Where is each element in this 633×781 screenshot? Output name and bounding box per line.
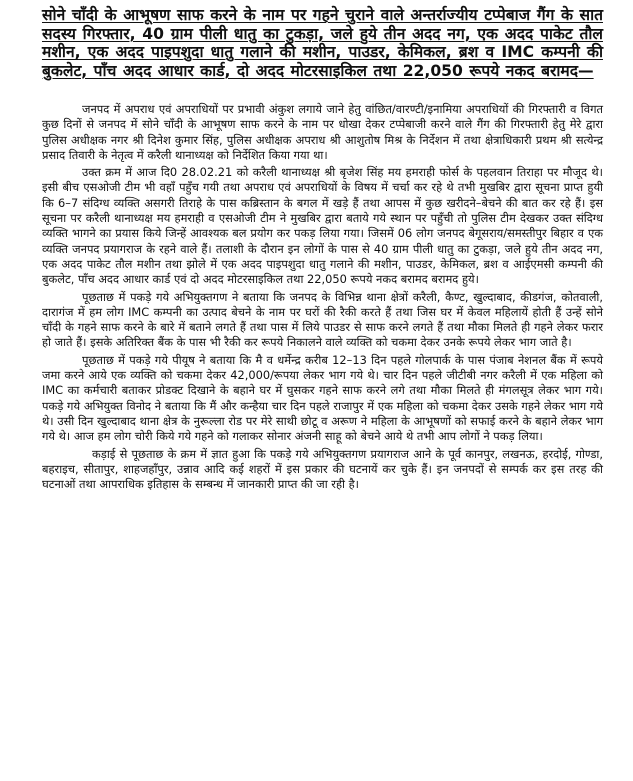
paragraph-history: कड़ाई से पूछताछ के क्रम में ज्ञात हुआ कि पकड़े गये अभियुक्तगण प्रयागराज आने के पूर्व कानपुर, लखनऊ, हरदोई, गोण्डा, बहराइच, सीतापुर, शाहजहाँपुर, उन्नाव आदि कई शहरों में इस प्रकार की घटनायें कर चुके हैं। इन जनपदों से सम्पर्क कर इस तरह की घटनाओं तथा आपराधिक इतिहास के सम्बन्ध में जानकारी प्राप्त की जा रही है। (42, 446, 603, 492)
body-text (42, 102, 603, 492)
paragraph-confession: पूछताछ में पकड़े गये पीयूष ने बताया कि मै व धर्मेन्द्र करीब 12–13 दिन पहले गोलपार्क के पास पंजाब नेशनल बैंक में रूपये जमा करने आये एक व्यक्ति को चकमा देकर 42,000/रूपया लेकर भाग गये थे। चार दिन पहले जीटीबी नगर करैली में एक महिला को IMC का कर्मचारी बताकर प्रोडक्ट दिखाने के बहाने घर में घुसकर गहने साफ करने लगे तथा मौका मिलते ही मंगलसूत्र लेकर भाग गये। पकड़े गये अभियुक्त विनोद ने बताया कि मैं और कन्हैया चार दिन पहले राजापुर में एक महिला को चकमा देकर उसके गहने लेकर भाग गये थे। उसी दिन खुल्दाबाद थाना क्षेत्र के नुरूल्ला रोड पर मेरे साथी छोटू व अरूण ने महिला के आभूषणों को सफाई करने के बहाने लेकर भाग गये थे। आज हम लोग चोरी किये गये गहने को गलाकर सोनार अंजनी साहू को बेचने आये थे तभी आप लोगों ने पकड़ लिया। (42, 352, 603, 444)
paragraph-interrogation: पूछताछ में पकड़े गये अभियुक्तगण ने बताया कि जनपद के विभिन्न थाना क्षेत्रों करैली, कैण्ट, खुल्दाबाद, कीडगंज, कोतवाली, दारागंज में हम लोग IMC कम्पनी का उत्पाद बेचने के नाम पर घरों की रैकी करते हैं तथा जिस घर में केवल महिलायें होती हैं उन्हें सोने चाँदी के गहने साफ करने के बारे में बताने लगते हैं तथा पास में लिये पाउडर से साफ करने लगते हैं तथा मौका मिलते ही गहने लेकर फरार हो जाते हैं। इसके अतिरिक्त बैंक के पास भी रैकी कर रूपये निकालने वाले व्यक्ति को चकमा देकर उनके रूपये लेकर भाग जाते है। (42, 289, 603, 350)
paragraph-intro: जनपद में अपराध एवं अपराधियों पर प्रभावी अंकुश लगाये जाने हेतु वांछित/वारण्टी/इनामिया अपराधियों की गिरफ्तारी व विगत कुछ दिनों से जनपद में सोने चाँदी के आभूषण साफ करने के नाम पर धोखा देकर टप्पेबाजी करने वाले गैंग की गिरफ्तारी हेतु मेरे द्वारा पुलिस अधीक्षक नगर श्री दिनेश कुमार सिंह, पुलिस अधीक्षक अपराध श्री आशुतोष मिश्र के निर्देशन में तथा क्षेत्राधिकारी प्रथम श्री सत्येन्द्र प्रसाद तिवारी के नेतृत्व में करैली थानाध्यक्ष को निर्देशित किया गया था। (42, 102, 603, 162)
paragraph-arrest: उक्त क्रम में आज दि0 28.02.21 को करैली थानाध्यक्ष श्री बृजेश सिंह मय हमराही फोर्स के पहलवान तिराहा पर मौजूद थे। इसी बीच एसओजी टीम भी वहाँ पहुँच गयी तथा अपराध एवं अपराधियों के विषय में चर्चा कर रहे थे तभी मुखबिर द्वारा सूचना प्राप्त हुयी कि 6–7 संदिग्ध व्यक्ति असगरी तिराहे के पास कब्रिस्तान के बगल में खड़े हैं तथा आपस में कुछ खरीदने–बेचने की बात कर रहे हैं। इस सूचना पर करैली थानाध्यक्ष मय हमराही व एसओजी टीम ने मुखबिर द्वारा बताये गये स्थान पर पहुँची तो पुलिस टीम देखकर उक्त संदिग्ध व्यक्ति भागने का प्रयास किये जिन्हें आवश्यक बल प्रयोग कर पकड़ लिया गया। जिसमें 06 लोग जनपद बेगूसराय/समस्तीपुर बिहार व एक व्यक्ति जनपद प्रयागराज के रहने वाले हैं। तलाशी के दौरान इन लोगों के पास से 40 ग्राम पीली धातु का टुकड़ा, जले हुये तीन अदद नग, एक अदद पाकेट तौल मशीन तथा झोले में एक अदद पाइपशुदा धातु गलाने की मशीन, पाउडर, केमिकल, ब्रश व आईएमसी कम्पनी की बुकलेट, पाँच अदद आधार कार्ड एवं दो अदद मोटरसाइकिल तथा 22,050 रूपये नकद बरामद बरामद हुये। (42, 165, 603, 287)
headline: सोने चाँदी के आभूषण साफ करने के नाम पर गहने चुराने वाले अन्तर्राज्यीय टप्पेबाज गैंग के सात सदस्य गिरफ्तार, 40 ग्राम पीली धातु का टुकड़ा, जले हुये तीन अदद नग, एक अदद पाकेट तौल मशीन, एक अदद पाइपशुदा धातु गलाने की मशीन, पाउडर, केमिकल, ब्रश व IMC कम्पनी की बुकलेट, पाँच अदद आधार कार्ड, दो अदद मोटरसाइकिल तथा 22,050 रूपये नकद बरामद— (42, 6, 603, 80)
